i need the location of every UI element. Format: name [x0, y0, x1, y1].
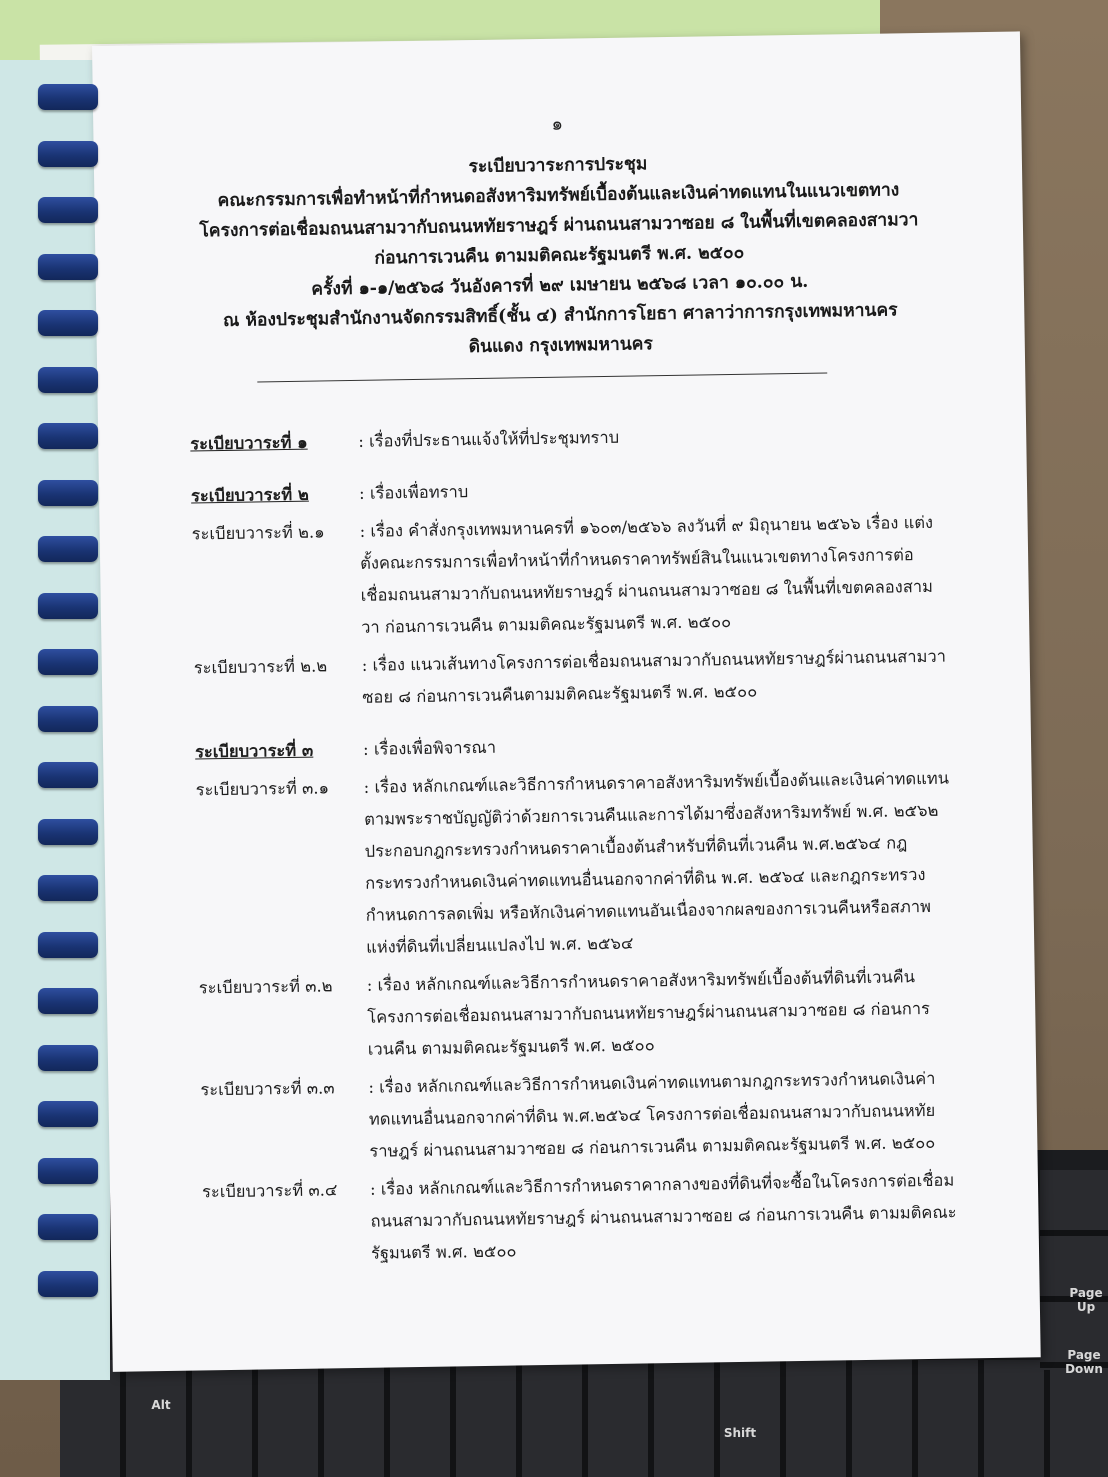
agenda-label: ระเบียบวาระที่ ๓.๔ [201, 1180, 338, 1202]
header-line: ระเบียบวาระการประชุม [468, 154, 648, 178]
agenda-text: : เรื่อง หลักเกณฑ์และวิธีการกำหนดราคาอสังหาริมทรัพย์เบื้องต้นและเงินค่าทดแทนตามพระราชบัญญัติว่าด้วยการเวนคืนและการได้มาซึ่งอสังหาริมทรัพย์ พ.ศ. ๒๕๖๒ ประกอบกฎกระทรวงกำหนดราคาเบื้องต้นสำหรับที่ดินที่เวนคืน พ.ศ.๒๕๖๔ กฎกระทรวงกำหนดเงินค่าทดแทนอื่นนอกจากค่าที่ดิน พ.ศ. ๒๕๖๔ และกฎกระทรวงกำหนดการลดเพิ่ม หรือหักเงินค่าทดแทนอันเนื่องจากผลของการเวนคืนหรือสภาพแห่งที่ดินที่เปลี่ยนแปลงไป พ.ศ. ๒๕๖๔ [363, 768, 950, 957]
agenda-item [194, 640, 995, 717]
agenda-label: ระเบียบวาระที่ ๓.๓ [200, 1078, 335, 1100]
binder-ring [38, 84, 98, 110]
binder-ring [38, 1271, 98, 1297]
binder-ring [38, 649, 98, 675]
header-divider [257, 372, 827, 382]
document-header [94, 143, 1025, 368]
agenda-label: ระเบียบวาระที่ ๑ [190, 432, 308, 454]
header-line: โครงการต่อเชื่อมถนนสามวากับถนนหทัยราษฎร์ ผ่านถนนสามวาซอย ๘ ในพื้นที่เขตคลองสามวา [199, 210, 919, 242]
header-line: ครั้งที่ ๑-๑/๒๕๖๘ วันอังคารที่ ๒๙ เมษายน ๒๕๖๘ เวลา ๑๐.๐๐ น. [311, 271, 809, 300]
keyboard-nav-keys [1040, 1170, 1108, 1370]
agenda-text: : เรื่อง หลักเกณฑ์และวิธีการกำหนดเงินค่าทดแทนตามกฎกระทรวงกำหนดเงินค่าทดแทนอื่นนอกจากค่าที่ดิน พ.ศ.๒๕๖๔ โครงการต่อเชื่อมถนนสามวากับถนนหทัยราษฎร์ ผ่านถนนสามวาซอย ๘ ก่อนการเวนคืน ตามมติคณะรัฐมนตรี พ.ศ. ๒๕๐๐ [368, 1068, 936, 1161]
document-page [92, 31, 1041, 1371]
agenda-item [190, 416, 990, 461]
agenda-item [191, 506, 993, 647]
agenda-text: : เรื่องเพื่อพิจารณา [362, 737, 497, 759]
binder-ring [38, 141, 98, 167]
page-up-key: Page Up [1069, 1286, 1103, 1314]
agenda-label: ระเบียบวาระที่ ๒ [190, 484, 309, 506]
agenda-text: : เรื่อง แนวเส้นทางโครงการต่อเชื่อมถนนสามวากับถนนหทัยราษฎร์ผ่านถนนสามวาซอย ๘ ก่อนการเวนคืนตามมติคณะรัฐมนตรี พ.ศ. ๒๕๐๐ [361, 646, 947, 707]
header-line: คณะกรรมการเพื่อทำหน้าที่กำหนดอสังหาริมทรัพย์เบื้องต้นและเงินค่าทดแทนในแนวเขตทาง [217, 180, 900, 212]
binder-ring [38, 254, 98, 280]
binder-ring [38, 932, 98, 958]
agenda-text: : เรื่องเพื่อทราบ [358, 482, 469, 503]
alt-key: Alt [151, 1398, 171, 1412]
binder-ring [38, 536, 98, 562]
agenda-label: ระเบียบวาระที่ ๒.๒ [193, 656, 328, 678]
agenda-text: : เรื่อง หลักเกณฑ์และวิธีการกำหนดราคากลางของที่ดินที่จะซื้อในโครงการต่อเชื่อมถนนสามวากับถนนหทัยราษฎร์ ผ่านถนนสามวาซอย ๘ ก่อนการเวนคืน ตามมติคณะรัฐมนตรี พ.ศ. ๒๕๐๐ [369, 1170, 957, 1263]
agenda-item [202, 1164, 1003, 1273]
binder-ring [38, 1101, 98, 1127]
binder-ring [38, 988, 98, 1014]
header-line: ก่อนการเวนคืน ตามมติคณะรัฐมนตรี พ.ศ. ๒๕๐๐ [374, 242, 745, 269]
agenda-list [190, 416, 1003, 1278]
header-line: ดินแดง กรุงเทพมหานคร [468, 334, 653, 358]
agenda-label: ระเบียบวาระที่ ๓.๑ [195, 778, 330, 800]
binder-ring [38, 310, 98, 336]
binder-ring [38, 762, 98, 788]
binder-ring [38, 423, 98, 449]
agenda-text: : เรื่องที่ประธานแจ้งให้ที่ประชุมทราบ [358, 427, 620, 451]
binder-ring [38, 197, 98, 223]
header-line: ณ ห้องประชุมสำนักงานจัดกรรมสิทธิ์(ชั้น ๔) สำนักการโยธา ศาลาว่าการกรุงเทพมหานคร [222, 300, 898, 331]
agenda-label: ระเบียบวาระที่ ๓.๒ [198, 976, 333, 998]
binder-ring [38, 480, 98, 506]
binder-ring [38, 1158, 98, 1184]
binder-ring [38, 1045, 98, 1071]
agenda-label: ระเบียบวาระที่ ๓ [194, 740, 314, 762]
binder-ring [38, 875, 98, 901]
binder-ring [38, 367, 98, 393]
agenda-item [200, 1062, 1001, 1171]
agenda-text: : เรื่อง คำสั่งกรุงเทพมหานครที่ ๑๖๐๓/๒๕๖๖ ลงวันที่ ๙ มิถุนายน ๒๕๖๖ เรื่อง แต่งตั้งคณะกรรมการเพื่อทำหน้าที่กำหนดราคาทรัพย์สินในแนวเขตทางโครงการต่อเชื่อมถนนสามวากับถนนหทัยราษฎร์ ผ่านถนนสามวาซอย ๘ ในพื้นที่เขตคลองสามวา ก่อนการเวนคืน ตามมติคณะรัฐมนตรี พ.ศ. ๒๕๐๐ [359, 512, 934, 637]
keyboard-keys [60, 1360, 1108, 1477]
agenda-text: : เรื่อง หลักเกณฑ์และวิธีการกำหนดราคาอสังหาริมทรัพย์เบื้องต้นที่ดินที่เวนคืน โครงการต่อเชื่อมถนนสามวากับถนนหทัยราษฎร์ผ่านถนนสามวาซอย ๘ ก่อนการเวนคืน ตามมติคณะรัฐมนตรี พ.ศ. ๒๕๐๐ [366, 967, 931, 1059]
page-number: ๑ [551, 113, 564, 135]
page-down-key: Page Down [1065, 1348, 1103, 1376]
agenda-label: ระเบียบวาระที่ ๒.๑ [191, 522, 325, 544]
binder-ring [38, 1214, 98, 1240]
binder-ring [38, 706, 98, 732]
binder-ring [38, 819, 98, 845]
agenda-item [195, 762, 998, 967]
agenda-item [199, 960, 1000, 1069]
shift-key: Shift [723, 1426, 757, 1440]
binder-ring [38, 593, 98, 619]
